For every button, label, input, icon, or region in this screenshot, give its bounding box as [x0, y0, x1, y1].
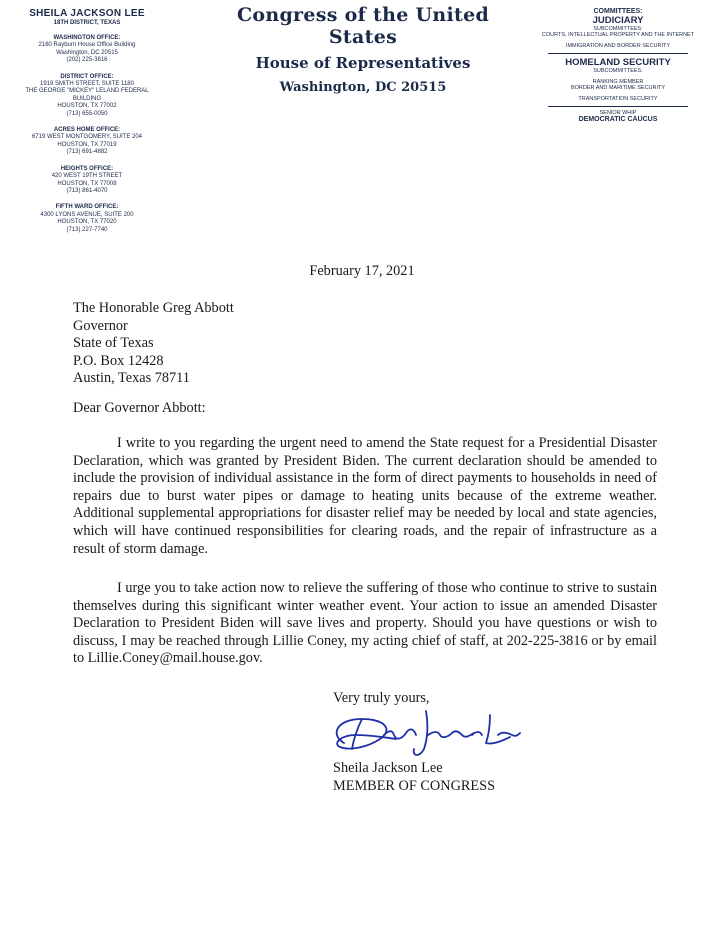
office-line: HOUSTON, TX 77020 — [57, 219, 117, 226]
office-line: 1919 SMITH STREET, SUITE 1180 — [40, 81, 134, 88]
subcommittees-label: SUBCOMMITTEES: — [593, 26, 643, 32]
office-line: (713) 227-7740 — [66, 226, 108, 233]
office-heading: DISTRICT OFFICE: — [60, 73, 114, 80]
office-heading: HEIGHTS OFFICE: — [60, 165, 114, 172]
letterhead-center — [200, 4, 526, 95]
signature-image — [322, 705, 522, 761]
subcommittee-item: BORDER AND MARITIME SECURITY — [570, 85, 666, 91]
office-line: (713) 861-4070 — [66, 187, 108, 194]
committees-label: COMMITTEES: — [593, 8, 643, 15]
office-line: HOUSTON, TX 77002 — [57, 103, 117, 110]
closing: Very truly yours, — [333, 690, 430, 706]
member-name: SHEILA JACKSON LEE — [29, 8, 145, 19]
office-line: Washington, DC 20515 — [56, 49, 118, 56]
subcommittee-item: COURTS, INTELLECTUAL PROPERTY AND THE INTERNET — [541, 32, 695, 38]
divider — [548, 106, 688, 107]
senior-whip-label: SENIOR WHIP — [599, 110, 637, 116]
address-line: Austin, Texas 78711 — [73, 370, 190, 387]
letterhead-right-column — [530, 8, 706, 123]
body-paragraph-1: I write to you regarding the urgent need to amend the State request for a Presidential Disaster Declaration, which was granted by President Biden. The current declaration should be amended to include the provision of individual assistance in the form of direct payments to households in need of repairs due to burst water pipes or damage to heating units because of the extreme weather. Additional supplemental appropriations for disaster relief may be needed by local and state agencies, which will have continued responsibilities for clearing roads, and the repair of infrastructure as a result of storm damage. — [73, 435, 657, 557]
office-line: 6719 WEST MONTGOMERY, SUITE 204 — [31, 134, 143, 141]
office-heading: WASHINGTON OFFICE: — [53, 35, 121, 41]
recipient-address — [73, 300, 234, 388]
letter-date: February 17, 2021 — [309, 263, 415, 279]
office-washington — [12, 35, 162, 65]
signer-name: Sheila Jackson Lee — [333, 760, 443, 776]
salutation: Dear Governor Abbott: — [73, 400, 206, 416]
office-line: (713) 691-4882 — [66, 149, 108, 156]
address-line: Governor — [73, 317, 128, 334]
subcommittees-label: SUBCOMMITTEES: — [593, 68, 643, 74]
office-acres-home — [12, 127, 162, 157]
subcommittee-item: IMMIGRATION AND BORDER SECURITY — [565, 43, 671, 49]
office-heading: ACRES HOME OFFICE: — [53, 127, 121, 134]
office-fifth-ward — [12, 204, 162, 234]
signer-title: MEMBER OF CONGRESS — [333, 778, 496, 794]
office-line: 4300 LYONS AVENUE, SUITE 200 — [40, 211, 134, 218]
office-district — [12, 74, 162, 118]
office-line: (713) 655-0050 — [66, 110, 108, 117]
congress-title: Congress of the United States — [236, 4, 490, 48]
address-line: State of Texas — [73, 335, 154, 352]
washington-line: Washington, DC 20515 — [279, 80, 447, 95]
address-line: The Honorable Greg Abbott — [73, 300, 234, 316]
divider — [548, 53, 688, 54]
office-line: 2160 Rayburn House Office Building — [38, 42, 136, 49]
office-line: 420 WEST 19TH STREET — [51, 173, 123, 180]
ranking-member-label: RANKING MEMBER — [592, 79, 644, 85]
office-heading: FIFTH WARD OFFICE: — [55, 204, 119, 211]
office-line: (202) 225-3816 — [66, 57, 108, 64]
letterhead-left-column — [12, 8, 162, 234]
office-line: THE GEORGE "MICKEY" LELAND FEDERAL BUILDING — [25, 88, 149, 102]
committee-homeland: HOMELAND SECURITY — [565, 57, 671, 68]
member-district: 18TH DISTRICT, TEXAS — [53, 20, 121, 26]
subcommittee-item: TRANSPORTATION SECURITY — [578, 96, 658, 102]
office-line: HOUSTON, TX 77008 — [57, 180, 117, 187]
house-title: House of Representatives — [255, 54, 471, 72]
office-heights — [12, 166, 162, 196]
address-line: P.O. Box 12428 — [73, 352, 164, 369]
office-line: HOUSTON, TX 77019 — [57, 141, 117, 148]
body-paragraph-2: I urge you to take action now to relieve the suffering of those who continue to strive to sustain themselves during this significant winter weather event. Your action to issue an amended Disaster Declaration to President Biden will save lives and property. Should you have questions or wish to discuss, I may be reached through Lillie Coney, my acting chief of staff, at 202-225-3816 or by email to Lillie.Coney@mail.house.gov. — [73, 580, 657, 667]
caucus-label: DEMOCRATIC CAUCUS — [578, 116, 658, 123]
committee-judiciary: JUDICIARY — [592, 15, 644, 26]
